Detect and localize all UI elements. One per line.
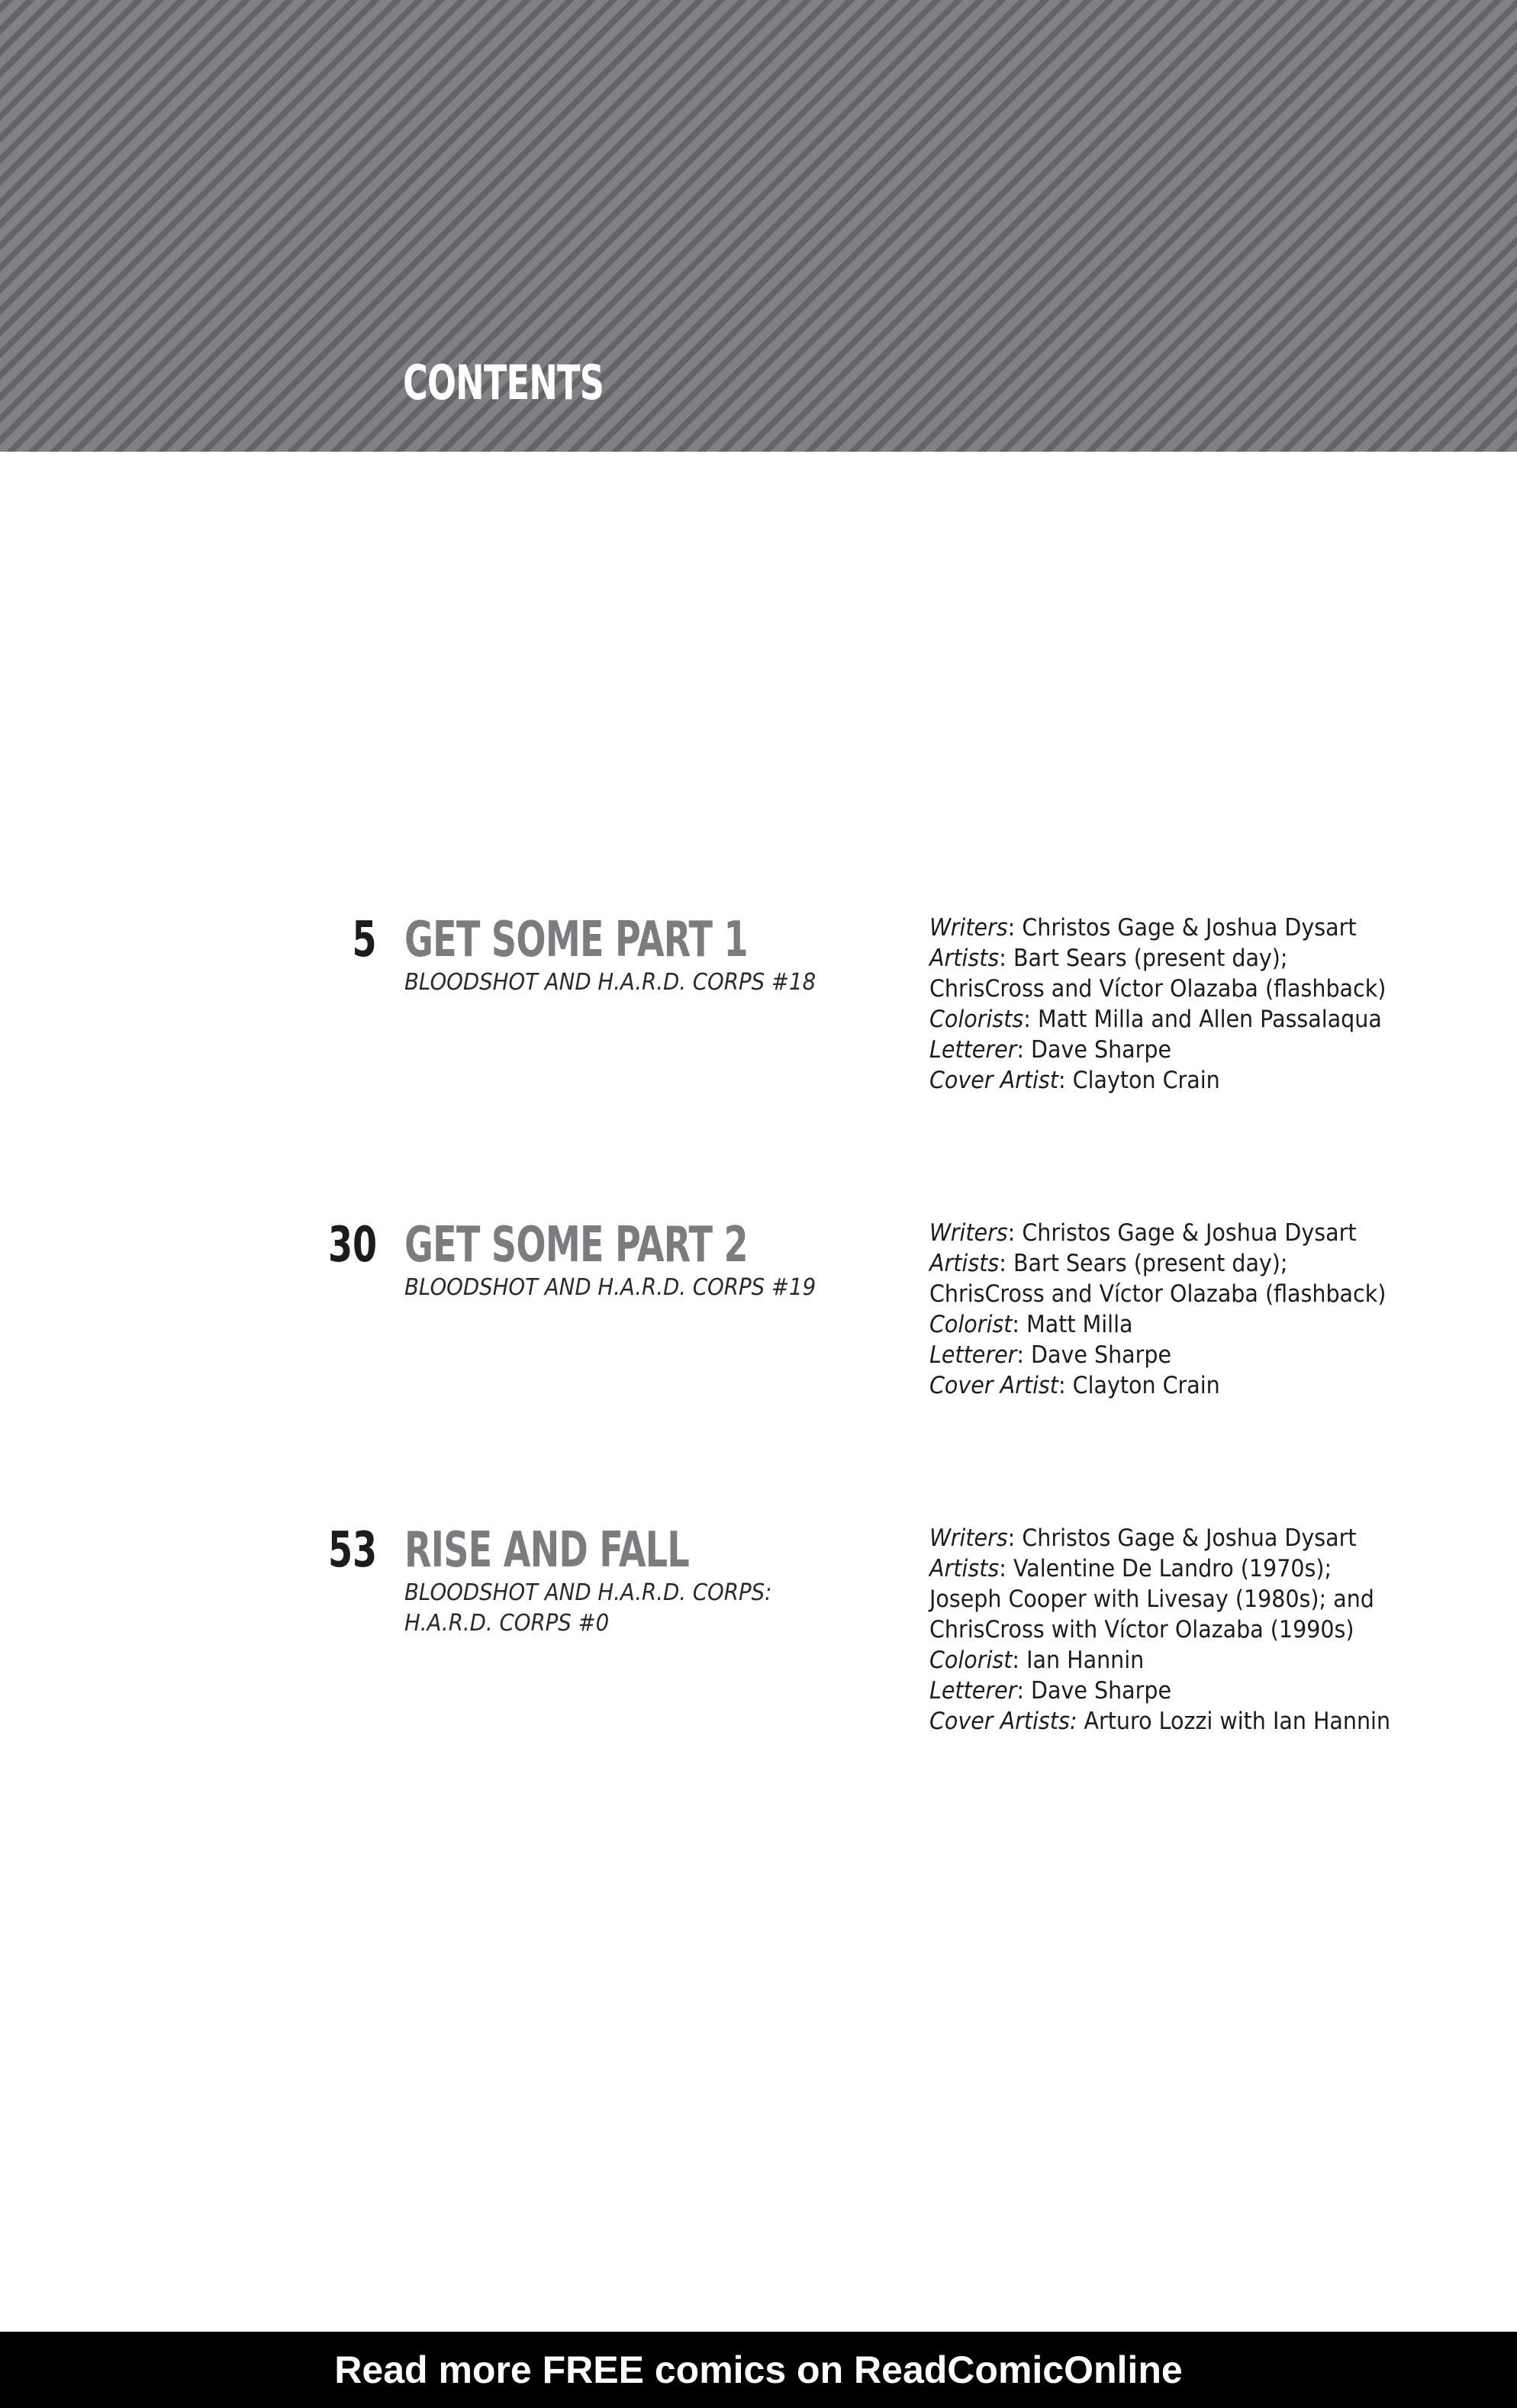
footer-link-text[interactable]: Read more FREE comics on ReadComicOnline [334,2348,1183,2391]
toc-story-title: RISE AND FALL [404,1522,690,1579]
credit-line: Writers: Christos Gage & Joshua Dysart [929,1219,1357,1247]
header-stripe-band [0,0,1517,452]
toc-series [404,1578,862,1639]
page-title: CONTENTS [403,355,604,410]
toc-story-title: GET SOME PART 1 [404,912,748,968]
toc-credits [929,913,1494,1096]
toc-page-number: 53 [327,1522,377,1579]
series-line: BLOODSHOT AND H.A.R.D. CORPS #19 [404,1274,816,1301]
series-line: BLOODSHOT AND H.A.R.D. CORPS #18 [404,969,816,996]
credit-line: ChrisCross and Víctor Olazaba (flashback) [929,975,1387,1003]
toc-page-number: 5 [352,912,377,968]
credit-line: Cover Artists: Arturo Lozzi with Ian Hannin [929,1708,1391,1735]
credit-line: Cover Artist: Clayton Crain [929,1067,1220,1094]
toc-credits [929,1523,1494,1737]
credit-line: Writers: Christos Gage & Joshua Dysart [929,914,1357,942]
credit-line: Cover Artist: Clayton Crain [929,1372,1220,1399]
series-line: BLOODSHOT AND H.A.R.D. CORPS: [404,1579,772,1606]
credit-line: Colorist: Ian Hannin [929,1647,1145,1674]
credit-line: Writers: Christos Gage & Joshua Dysart [929,1524,1357,1552]
credit-line: Artists: Bart Sears (present day); [929,1250,1288,1277]
credit-line: Letterer: Dave Sharpe [929,1341,1172,1369]
credit-line: Letterer: Dave Sharpe [929,1036,1172,1064]
series-line: H.A.R.D. CORPS #0 [404,1610,610,1637]
footer-banner [0,2332,1517,2408]
credit-line: ChrisCross and Víctor Olazaba (flashback) [929,1280,1387,1308]
toc-page-number: 30 [327,1217,377,1273]
toc-series [404,1273,862,1303]
toc-story-title: GET SOME PART 2 [404,1217,748,1273]
credit-line: Artists: Valentine De Landro (1970s); [929,1555,1332,1582]
credit-line: Artists: Bart Sears (present day); [929,945,1288,972]
credit-line: ChrisCross with Víctor Olazaba (1990s) [929,1616,1354,1643]
credit-line: Joseph Cooper with Livesay (1980s); and [929,1585,1374,1613]
credit-line: Colorist: Matt Milla [929,1311,1133,1338]
credit-line: Colorists: Matt Milla and Allen Passalaqua [929,1006,1382,1033]
credit-line: Letterer: Dave Sharpe [929,1677,1172,1705]
toc-credits [929,1218,1494,1401]
toc-series [404,967,862,998]
